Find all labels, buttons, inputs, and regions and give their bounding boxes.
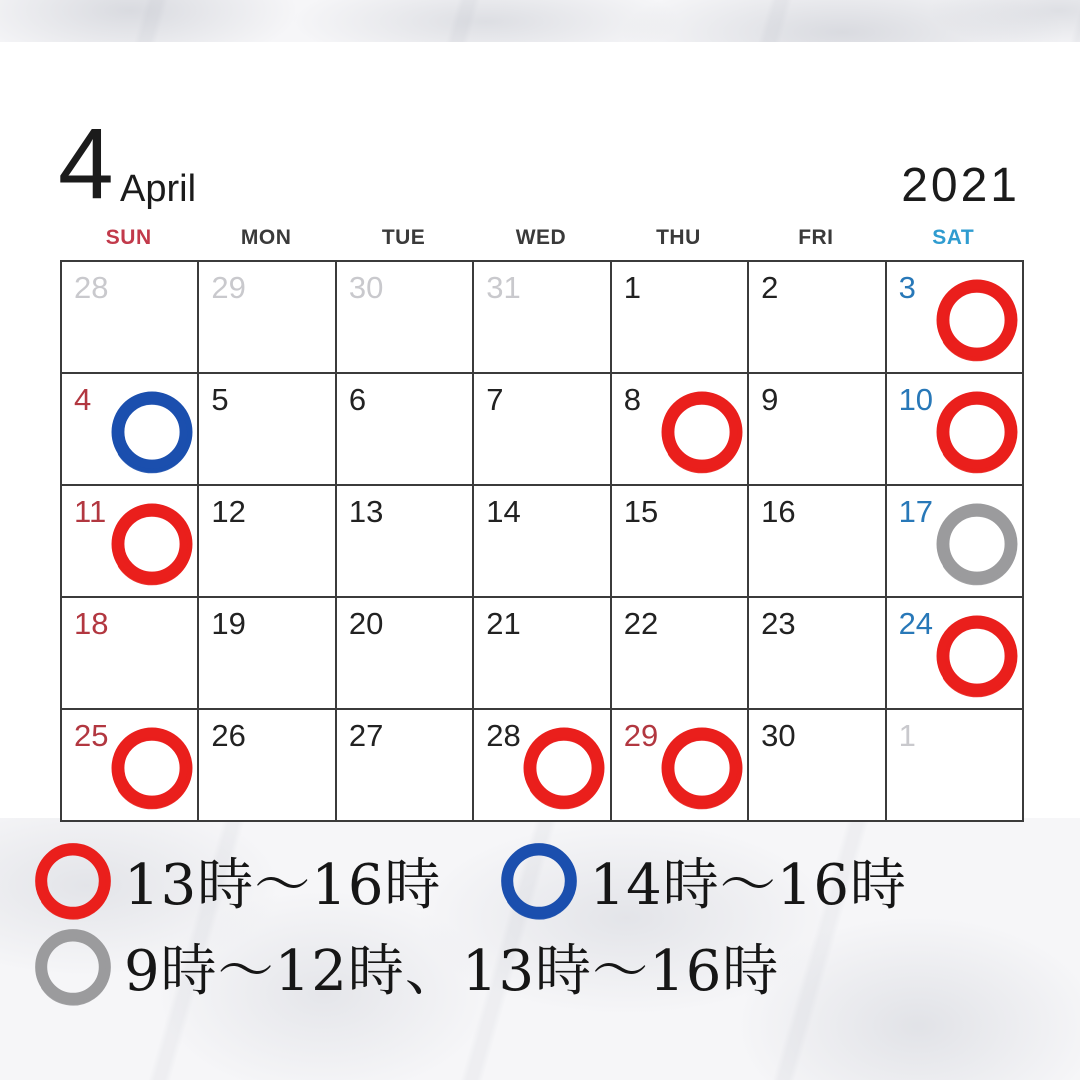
day-cell — [612, 374, 749, 486]
day-cell — [62, 262, 199, 374]
day-number: 20 — [348, 606, 384, 641]
day-cell — [474, 598, 611, 710]
weekday-header-row — [60, 226, 1022, 254]
day-number: 29 — [623, 718, 659, 753]
legend-label-blue: 14時〜16時 — [589, 853, 908, 918]
day-cell — [62, 710, 199, 822]
month-number: 4 — [58, 108, 112, 220]
availability-circle-red — [656, 386, 748, 478]
blue-circle-glyph — [496, 838, 582, 924]
day-cell — [62, 486, 199, 598]
red-circle-glyph — [30, 838, 116, 924]
day-cell — [612, 486, 749, 598]
day-number: 5 — [211, 382, 229, 417]
day-cell — [887, 374, 1024, 486]
legend-row-2 — [30, 924, 779, 1010]
day-cell — [337, 598, 474, 710]
day-cell — [199, 262, 336, 374]
day-cell — [474, 262, 611, 374]
availability-circle-red — [518, 722, 610, 814]
weekday-label-tue: TUE — [381, 226, 426, 249]
availability-circle-red — [106, 722, 198, 814]
day-cell — [749, 486, 886, 598]
day-number: 1 — [898, 718, 916, 753]
day-cell — [612, 710, 749, 822]
day-number: 28 — [74, 270, 109, 305]
availability-circle-red — [931, 386, 1023, 478]
day-cell — [337, 486, 474, 598]
availability-circle-gray — [931, 498, 1023, 590]
legend-label-red: 13時〜16時 — [124, 853, 442, 918]
day-cell — [749, 374, 886, 486]
day-number: 23 — [761, 606, 796, 641]
day-number: 18 — [74, 606, 109, 641]
day-number: 8 — [623, 382, 641, 417]
day-number: 3 — [898, 270, 916, 305]
day-cell — [62, 374, 199, 486]
legend-item-red — [30, 838, 442, 924]
calendar-card — [0, 42, 1080, 818]
day-cell — [749, 262, 886, 374]
availability-circle-red — [931, 610, 1023, 702]
day-number: 17 — [898, 494, 934, 529]
day-number: 31 — [486, 270, 521, 305]
day-number: 10 — [898, 382, 934, 417]
day-number: 21 — [486, 606, 521, 641]
day-number: 9 — [761, 382, 779, 417]
weekday-label-sun: SUN — [105, 226, 152, 249]
day-number: 6 — [348, 382, 367, 417]
weekday-label-thu: THU — [656, 226, 701, 249]
day-cell — [612, 262, 749, 374]
availability-circle-red — [656, 722, 748, 814]
day-number: 22 — [623, 606, 659, 641]
day-number: 16 — [761, 494, 796, 529]
day-cell — [337, 710, 474, 822]
legend-item-blue — [496, 838, 908, 924]
day-number: 12 — [211, 494, 246, 529]
weekday-label-fri: FRI — [798, 226, 834, 249]
day-cell — [474, 486, 611, 598]
day-cell — [337, 374, 474, 486]
legend-row-1 — [30, 838, 907, 924]
day-number: 26 — [211, 718, 246, 753]
year-label: 2021 — [901, 159, 1020, 212]
day-cell — [887, 486, 1024, 598]
blue-circle-icon — [496, 838, 582, 924]
availability-circle-red — [106, 498, 198, 590]
weekday-label-sat: SAT — [932, 226, 975, 249]
day-cell — [199, 486, 336, 598]
day-cell — [749, 598, 886, 710]
day-cell — [612, 598, 749, 710]
day-number: 30 — [348, 270, 384, 305]
day-number: 7 — [486, 382, 504, 417]
day-number: 11 — [74, 494, 107, 529]
day-number: 2 — [761, 270, 779, 305]
red-circle-icon — [30, 838, 116, 924]
weekday-label-wed: WED — [515, 226, 567, 249]
weekday-label-mon: MON — [240, 226, 292, 249]
day-cell — [199, 374, 336, 486]
day-cell — [749, 710, 886, 822]
day-number: 28 — [486, 718, 521, 753]
legend-label-gray: 9時〜12時、13時〜16時 — [124, 939, 780, 1004]
day-number: 27 — [348, 718, 384, 753]
day-cell — [199, 598, 336, 710]
day-number: 19 — [211, 606, 246, 641]
day-cell — [474, 710, 611, 822]
day-cell — [887, 598, 1024, 710]
day-number: 25 — [74, 718, 109, 753]
day-number: 24 — [898, 606, 934, 641]
legend-item-gray — [30, 924, 779, 1010]
day-number: 15 — [623, 494, 659, 529]
day-cell — [199, 710, 336, 822]
day-number: 4 — [74, 382, 92, 417]
day-cell — [337, 262, 474, 374]
day-cell — [474, 374, 611, 486]
gray-circle-glyph — [30, 924, 116, 1010]
availability-circle-red — [931, 274, 1023, 366]
day-number: 29 — [211, 270, 246, 305]
day-number: 1 — [623, 270, 641, 305]
day-number: 30 — [761, 718, 796, 753]
month-name: April — [120, 168, 197, 210]
day-cell — [887, 262, 1024, 374]
day-cell — [887, 710, 1024, 822]
calendar-grid — [60, 260, 1024, 822]
day-number: 14 — [486, 494, 521, 529]
day-cell — [62, 598, 199, 710]
day-number: 13 — [348, 494, 384, 529]
availability-circle-blue — [106, 386, 198, 478]
gray-circle-icon — [30, 924, 116, 1010]
